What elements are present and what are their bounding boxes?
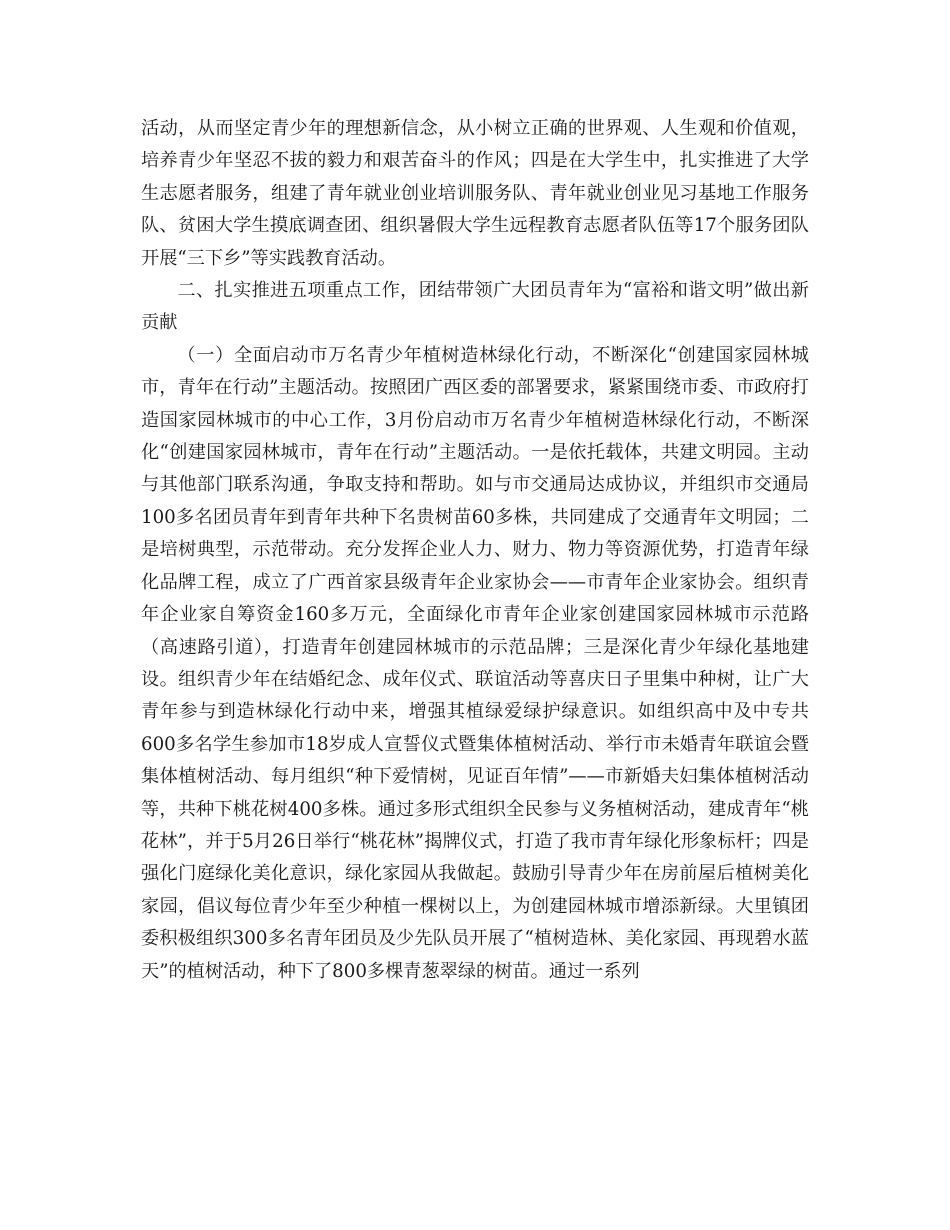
paragraph-tree-planting: （一）全面启动市万名青少年植树造林绿化行动，不断深化“创建国家园林城市，青年在行动”主题活动。按照团广西区委的部署要求，紧紧围绕市委、市政府打造国家园林城市的中心工作，3月份启动市万名青少年植树造林绿化行动，不断深化“创建国家园林城市，青年在行动”主题活动。一是依托载体，共建文明园。主动与其他部门联系沟通，争取支持和帮助。如与市交通局达成协议，并组织市交通局100多名团员青年到青年共种下名贵树苗60多株，共同建成了交通青年文明园；二是培树典型，示范带动。充分发挥企业人力、财力、物力等资源优势，打造青年绿化品牌工程，成立了广西首家县级青年企业家协会——市青年企业家协会。组织青年企业家自筹资金160多万元，全面绿化市青年企业家创建国家园林城市示范路（高速路引道），打造青年创建园林城市的示范品牌；三是深化青少年绿化基地建设。组织青少年在结婚纪念、成年仪式、联谊活动等喜庆日子里集中种树，让广大青年参与到造林绿化行动中来，增强其植绿爱绿护绿意识。如组织高中及中专共600多名学生参加市18岁成人宣誓仪式暨集体植树活动、举行市未婚青年联谊会暨集体植树活动、每月组织“种下爱情树，见证百年情”——市新婚夫妇集体植树活动等，共种下桃花树400多株。通过多形式组织全民参与义务植树活动，建成青年“桃花林”，并于5月26日举行“桃花林”揭牌仪式，打造了我市青年绿化形象标杆；四是强化门庭绿化美化意识，绿化家园从我做起。鼓励引导青少年在房前屋后植树美化家园，倡议每位青少年至少种植一棵树以上，为创建园林城市增添新绿。大里镇团委积极组织300多名青年团员及少先队员开展了“植树造林、美化家园、再现碧水蓝天”的植树活动，种下了800多棵青葱翠绿的树苗。通过一系列: [141, 344, 809, 982]
section-heading: 二、扎实推进五项重点工作，团结带领广大团员青年为“富裕和谐文明”做出新贡献: [141, 280, 809, 334]
paragraph-continuation: 活动，从而坚定青少年的理想新信念，从小树立正确的世界观、人生观和价值观，培养青少年坚忍不拔的毅力和艰苦奋斗的作风；四是在大学生中，扎实推进了大学生志愿者服务，组建了青年就业创业培训服务队、青年就业创业见习基地工作服务队、贫困大学生摸底调查团、组织暑假大学生远程教育志愿者队伍等17个服务团队开展“三下乡”等实践教育活动。: [141, 118, 809, 269]
document-body: [141, 113, 809, 988]
